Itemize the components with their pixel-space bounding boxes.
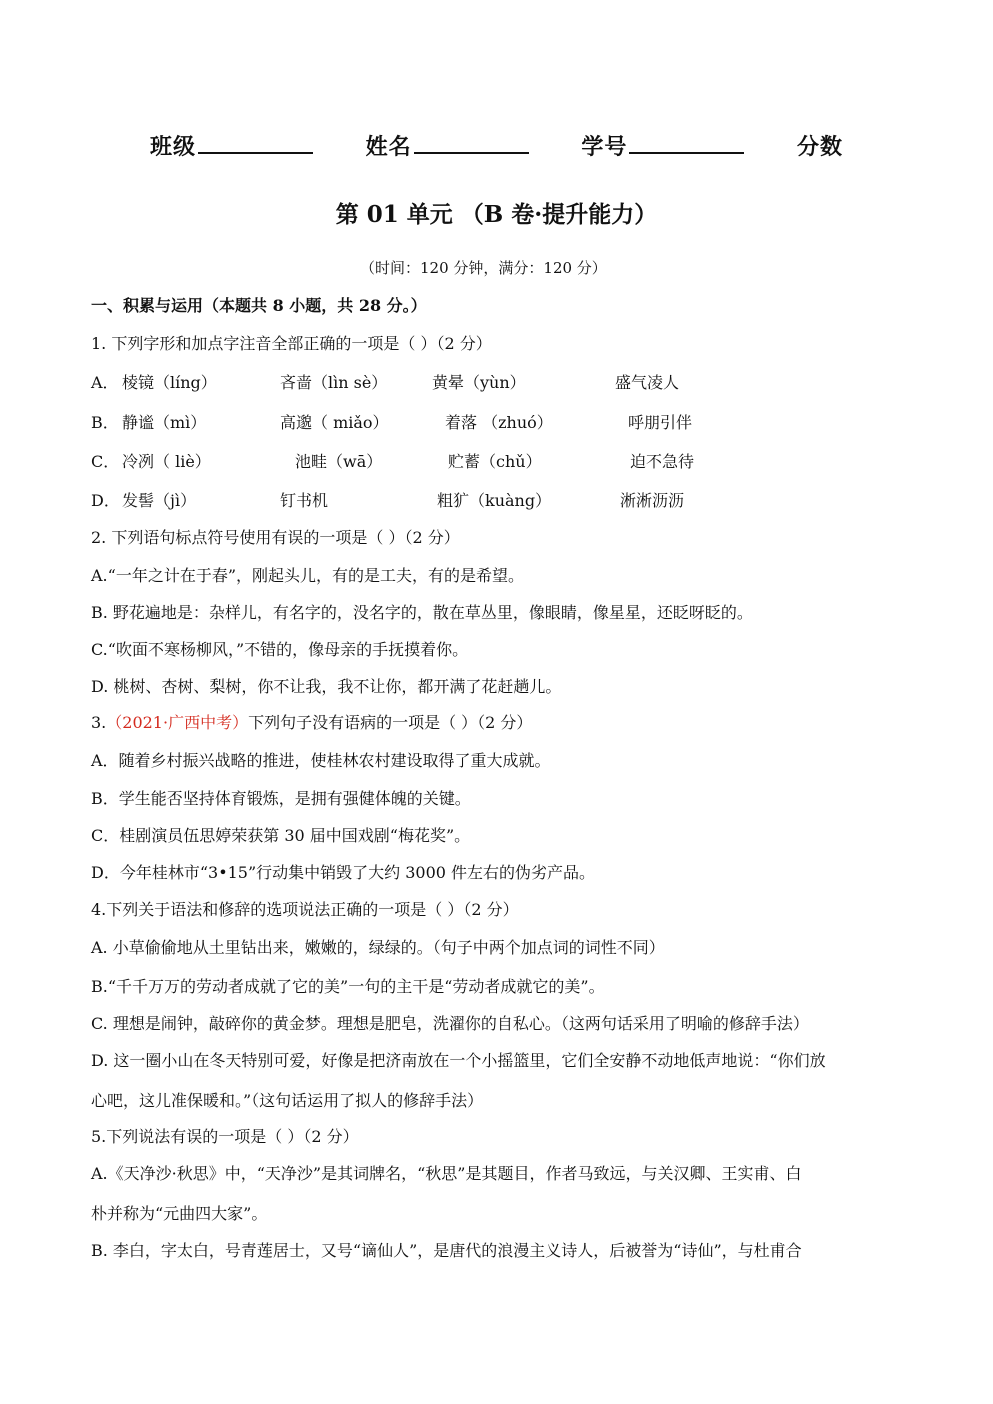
question-text: 下列句子没有语病的一项是（ ）（2 分） <box>248 713 533 732</box>
option-word: 迫不急待 <box>630 452 695 471</box>
option-word: 钉书机 <box>280 491 329 510</box>
name-field <box>366 130 529 161</box>
question-1-stem: 1. 下列字形和加点字注音全部正确的一项是（ ）（2 分） <box>91 334 492 353</box>
question-2-option-a: A.“一年之计在于春”，刚起头儿，有的是工夫，有的是希望。 <box>91 566 525 585</box>
option-word: 发髻（jì） <box>122 491 197 510</box>
option-word: 静谧（mì） <box>122 413 207 432</box>
question-4-option-c: C. 理想是闹钟，敲碎你的黄金梦。理想是肥皂，洗濯你的自私心。（这两句话采用了明喻的修辞手法） <box>91 1014 809 1033</box>
option-label: C． <box>91 452 120 471</box>
option-label: D． <box>91 491 120 510</box>
id-field <box>581 130 744 161</box>
option-word: 粗犷（kuàng） <box>437 491 552 510</box>
student-info-header <box>0 130 993 161</box>
question-5-stem: 5.下列说法有误的一项是（ ）（2 分） <box>91 1127 359 1146</box>
option-word: 着落 （zhuó） <box>445 413 553 432</box>
question-3-stem <box>91 710 532 733</box>
option-word: 高邈（ miǎo） <box>280 413 389 432</box>
id-blank[interactable] <box>629 132 744 154</box>
option-word: 池畦（wā） <box>295 452 383 471</box>
id-label: 学号 <box>581 134 628 160</box>
section-heading: 一、积累与运用（本题共 8 小题，共 28 分。） <box>91 296 427 315</box>
option-word: 淅淅沥沥 <box>620 491 685 510</box>
score-field <box>797 130 843 161</box>
question-4-option-b: B.“千千万万的劳动者成就了它的美”一句的主干是“劳动者成就它的美”。 <box>91 977 605 996</box>
question-3-option-d: D．今年桂林市“3•15”行动集中销毁了大约 3000 件左右的伪劣产品。 <box>91 863 596 882</box>
question-5-option-a-line1: A.《天净沙·秋思》中，“天净沙”是其词牌名，“秋思”是其题目，作者马致远，与关汉卿、王实甫、白 <box>91 1164 802 1183</box>
option-word: 贮蓄（chǔ） <box>448 452 542 471</box>
option-word: 棱镜（líng） <box>122 373 217 392</box>
name-blank[interactable] <box>414 132 529 154</box>
option-word: 呼朋引伴 <box>628 413 693 432</box>
question-3-option-c: C．桂剧演员伍思婷荣获第 30 届中国戏剧“梅花奖”。 <box>91 826 471 845</box>
page-title: 第 01 单元 （B 卷·提升能力） <box>335 201 658 228</box>
option-label: B． <box>91 413 119 432</box>
exam-time-info: （时间：120 分钟，满分：120 分） <box>360 259 607 277</box>
class-field <box>150 130 313 161</box>
question-number: 3. <box>91 713 107 732</box>
question-4-stem: 4.下列关于语法和修辞的选项说法正确的一项是（ ）（2 分） <box>91 900 519 919</box>
question-2-option-b: B. 野花遍地是：杂样儿，有名字的，没名字的，散在草丛里，像眼睛，像星星，还眨呀眨的。 <box>91 603 753 622</box>
question-5-option-a-line2: 朴并称为“元曲四大家”。 <box>91 1204 268 1223</box>
question-3-option-a: A．随着乡村振兴战略的推进，使桂林农村建设取得了重大成就。 <box>91 751 551 770</box>
option-word: 冷冽（ liè） <box>122 452 211 471</box>
class-blank[interactable] <box>198 132 313 154</box>
question-2-option-d: D. 桃树、杏树、梨树，你不让我，我不让你，都开满了花赶趟儿。 <box>91 677 562 696</box>
question-4-option-d-line2: 心吧，这儿准保暖和。”（这句话运用了拟人的修辞手法） <box>91 1091 484 1110</box>
question-4-option-d-line1: D. 这一圈小山在冬天特别可爱，好像是把济南放在一个小摇篮里，它们全安静不动地低声地说：“你们放 <box>91 1051 826 1070</box>
name-label: 姓名 <box>365 134 412 160</box>
question-2-stem: 2. 下列语句标点符号使用有误的一项是（ ）（2 分） <box>91 528 460 547</box>
option-word: 盛气凌人 <box>615 373 680 392</box>
question-source: （2021·广西中考） <box>106 713 249 732</box>
option-word: 黄晕（yùn） <box>432 373 526 392</box>
question-4-option-a: A. 小草偷偷地从土里钻出来，嫩嫩的，绿绿的。（句子中两个加点词的词性不同） <box>91 938 665 957</box>
class-label: 班级 <box>149 134 196 160</box>
question-5-option-b-line1: B. 李白，字太白，号青莲居士，又号“谪仙人”，是唐代的浪漫主义诗人，后被誉为“诗仙”，与杜甫合 <box>91 1241 802 1260</box>
option-label: A． <box>91 373 119 392</box>
option-word: 吝啬（lìn sè） <box>280 373 388 392</box>
score-label: 分数 <box>797 134 844 160</box>
question-3-option-b: B．学生能否坚持体育锻炼，是拥有强健体魄的关键。 <box>91 789 471 808</box>
question-2-option-c: C.“吹面不寒杨柳风，”不错的，像母亲的手抚摸着你。 <box>91 640 469 659</box>
